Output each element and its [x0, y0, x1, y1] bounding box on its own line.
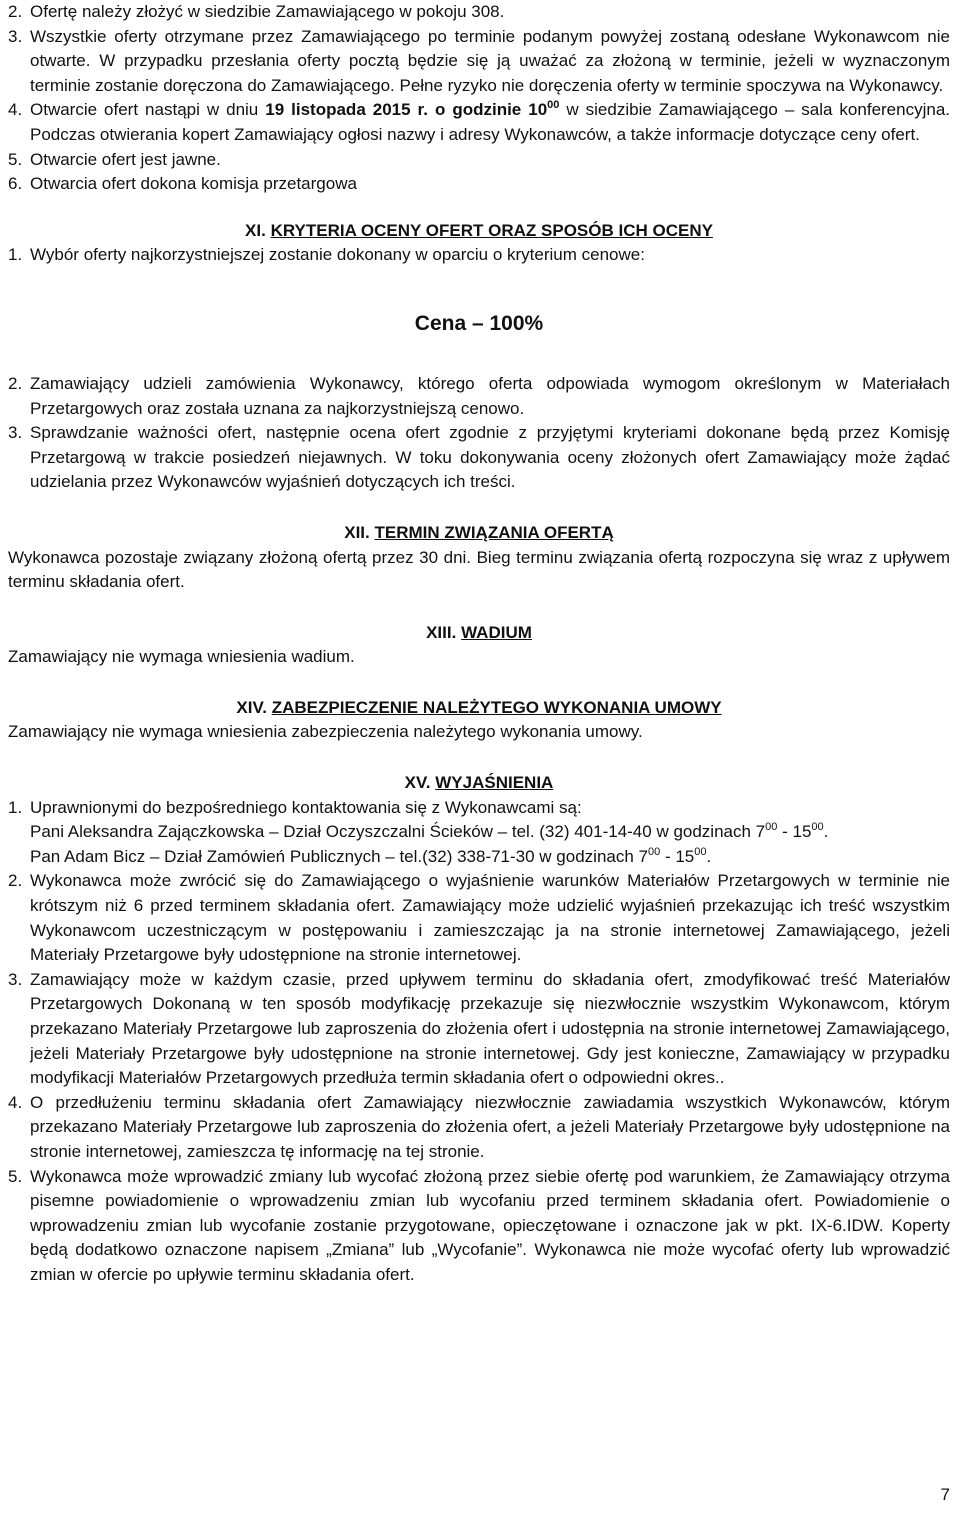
section-heading-xv	[8, 771, 950, 796]
item-text: Ofertę należy złożyć w siedzibie Zamawiającego w pokoju 308.	[30, 2, 505, 21]
item-number: 1.	[8, 245, 23, 265]
item-text: Wszystkie oferty otrzymane przez Zamawiającego po terminie podanym powyżej zostaną odesłane Wykonawcom nie otwarte. W przypadku przesłania oferty pocztą będzie się ją uważać za złożoną w terminie, jeżeli w wyznaczonym terminie zostanie doręczona do Zamawiającego. Pełne ryzyko nie doręczenia oferty w terminie spoczywa na Wykonawcy.	[30, 26, 950, 95]
item-number: 2.	[8, 2, 23, 21]
criteria-item-1	[8, 243, 950, 268]
explanations-item-2	[8, 869, 950, 967]
section-number: XV.	[404, 773, 431, 793]
contact-text: Pani Aleksandra Zajączkowska – Dział Oczyszczalni Ścieków – tel. (32) 401-14-40 w godzinach 7	[30, 822, 766, 842]
performance-security-text: Zamawiający nie wymaga wniesienia zabezpieczenia należytego wykonania umowy.	[8, 722, 643, 742]
hour-minutes: 00	[811, 821, 824, 834]
item-number: 5.	[8, 149, 23, 169]
opening-time-minutes: 00	[547, 99, 560, 112]
list-item-6	[8, 172, 950, 197]
list-item-4	[8, 98, 950, 147]
section-heading-xi	[8, 219, 950, 244]
explanations-item-1	[8, 796, 950, 870]
item-text: Wykonawca może wprowadzić zmiany lub wycofać złożoną przez siebie ofertę pod warunkiem, że Zamawiający otrzyma pisemne powiadomienie o wprowadzeniu zmian lub wycofaniu przed terminem składania ofert. Powiadomienie o wprowadzeniu zmian lub wycofanie zostanie przygotowane, opieczętowane i oznaczone jak w pkt. IX-6.IDW. Koperty będą dodatkowo oznaczone napisem „Zmiana” lub „Wycofanie”. Wykonawca nie może wycofać oferty lub wprowadzić zmian w ofercie po upływie terminu składania ofert.	[30, 1166, 950, 1284]
list-item-2	[8, 0, 950, 25]
section-number: XI.	[245, 220, 266, 240]
item-number: 4.	[8, 1092, 23, 1112]
item-text: Otwarcie ofert nastąpi w dniu	[30, 100, 266, 120]
item-text: Zamawiający może w każdym czasie, przed upływem terminu do składania ofert, zmodyfikować treść Materiałów Przetargowych Dokonaną w ten sposób modyfikację przekazuje się niezwłocznie wszystkim Wykonawcom, którym przekazano Materiały Przetargowe lub zaproszenia do złożenia ofert i udostępnia na stronie internetowej Zamawiającego, jeżeli Materiały Przetargowe były udostępnione na stronie internetowej. Gdy jest konieczne, Zamawiający w przypadku modyfikacji Materiałów Przetargowych przedłuża termin składania ofert o odpowiedni okres..	[30, 969, 950, 1088]
section-title: KRYTERIA OCENY OFERT ORAZ SPOSÓB ICH OCENY	[270, 220, 713, 240]
explanations-item-4	[8, 1091, 950, 1165]
hour-minutes: 00	[694, 845, 707, 858]
hour-minutes: 00	[648, 845, 661, 858]
contact-text: - 15	[777, 822, 812, 842]
explanations-item-3	[8, 968, 950, 1091]
contact-text: .	[706, 846, 712, 866]
item-number: 2.	[8, 871, 23, 891]
price-criterion: Cena – 100%	[414, 311, 544, 335]
list-item-5	[8, 148, 950, 173]
deposit-text: Zamawiający nie wymaga wniesienia wadium.	[8, 647, 355, 667]
section-heading-xii	[8, 521, 950, 546]
item-number: 5.	[8, 1166, 23, 1186]
section-title: ZABEZPIECZENIE NALEŻYTEGO WYKONANIA UMOWY	[271, 697, 722, 717]
section-heading-xiii	[8, 621, 950, 646]
page-number: 7	[940, 1485, 950, 1504]
item-number: 1.	[8, 797, 23, 817]
item-text: Wykonawca może zwrócić się do Zamawiającego o wyjaśnienie warunków Materiałów Przetargowych w terminie nie krótszym niż 6 przed terminem składania ofert. Zamawiający może udzielić wyjaśnień przekazując ich treść wszystkim Wykonawcom uczestniczącym w postępowaniu i zamieszczając ja na stronie internetowej Zamawiającego, jeżeli Materiały Przetargowe były udostępnione na stronie internetowej.	[30, 871, 950, 965]
item-text: Podczas otwierania kopert Zamawiający ogłosi nazwy i adresy Wykonawców, a także informacje dotyczące ceny ofert.	[30, 124, 920, 144]
contact-person-1	[30, 820, 950, 845]
section-number: XII.	[344, 522, 370, 542]
opening-date: 19 listopada 2015 r.	[265, 100, 428, 120]
section-heading-xiv	[8, 696, 950, 721]
item-text: O przedłużeniu terminu składania ofert Zamawiający niezwłocznie zawiadamia wszystkich Wykonawców, którym przekazano Materiały Przetargowe lub zaproszenia do złożenia ofert, a jeżeli Materiały Przetargowe były udostępnione na stronie internetowej, zamieszcza tę informację na tej stronie.	[30, 1092, 950, 1161]
item-text: w siedzibie Zamawiającego – sala konferencyjna.	[559, 100, 951, 120]
contact-text: .	[823, 822, 829, 842]
list-item-3	[8, 25, 950, 99]
binding-period-text: Wykonawca pozostaje związany złożoną ofertą przez 30 dni. Bieg terminu związania ofertą rozpoczyna się wraz z upływem terminu składania ofert.	[8, 547, 950, 592]
section-number: XIII.	[426, 622, 457, 642]
item-text: Otwarcie ofert jest jawne.	[30, 149, 221, 169]
item-number: 3.	[8, 969, 23, 989]
item-number: 3.	[8, 423, 23, 443]
criteria-item-2	[8, 372, 950, 421]
item-text: Zamawiający udzieli zamówienia Wykonawcy, którego oferta odpowiada wymogom określonym w Materiałach Przetargowych oraz została uznana za najkorzystniejszą cenowo.	[30, 373, 950, 418]
explanations-item-5	[8, 1165, 950, 1288]
item-text: Uprawnionymi do bezpośredniego kontaktowania się z Wykonawcami są:	[30, 797, 582, 817]
criteria-item-3	[8, 421, 950, 495]
item-number: 2.	[8, 373, 23, 393]
section-number: XIV.	[236, 697, 267, 717]
contact-text: - 15	[660, 846, 695, 866]
section-title: TERMIN ZWIĄZANIA OFERTĄ	[374, 522, 614, 542]
section-title: WADIUM	[461, 622, 532, 642]
item-number: 6.	[8, 174, 23, 194]
contact-person-2	[30, 845, 950, 870]
item-text: Sprawdzanie ważności ofert, następnie ocena ofert zgodnie z przyjętymi kryteriami dokonane będą przez Komisję Przetargową w trakcie posiedzeń niejawnych. W toku dokonywania oceny złożonych ofert Zamawiający może żądać udzielania przez Wykonawców wyjaśnień dotyczących ich treści.	[30, 423, 950, 492]
hour-minutes: 00	[765, 821, 778, 834]
item-text: Otwarcia ofert dokona komisja przetargowa	[30, 174, 357, 194]
opening-time: o godzinie 10	[427, 100, 548, 120]
contact-text: Pan Adam Bicz – Dział Zamówień Publicznych – tel.(32) 338-71-30 w godzinach 7	[30, 846, 648, 866]
item-number: 4.	[8, 100, 23, 120]
section-title: WYJAŚNIENIA	[435, 773, 554, 793]
item-number: 3.	[8, 26, 23, 46]
item-text: Wybór oferty najkorzystniejszej zostanie dokonany w oparciu o kryterium cenowe:	[30, 245, 645, 265]
